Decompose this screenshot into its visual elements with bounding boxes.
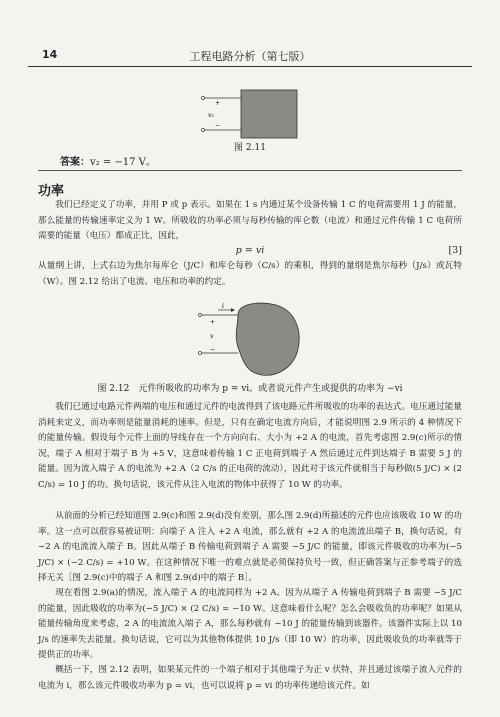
paragraph-6: 概括一下，图 2.12 表明，如果某元件的一个端子相对于其他端子为正 v 伏特，并且通过该端子流入元件的电流为 i，那么该元件吸收功率为 p = vi，也可以说将 p = vi 的功率传递给该元件。如	[38, 665, 462, 691]
figure-2-12-caption: 图 2.12 元件所吸收的功率为 p = vi。或者说元件产生或提供的功率为 −vi	[97, 384, 403, 394]
equation-number: [3]	[448, 245, 462, 256]
figure-2-11-caption: 图 2.11	[234, 143, 266, 153]
element-box	[241, 90, 297, 138]
page-number: 14	[42, 48, 58, 61]
paragraph-4: 从前面的分析已经知道图 2.9(c)和图 2.9(d)没有差别，那么图 2.9(d)所描述的元件也应该吸收 10 W 的功率。这一点可以很容易被证明：向端子 A 注入 +2 A 电流，那么就有 +2 A 的电流流出端子 B，换句话说，有 −2 A 的电流流入端子 B。因此从端子 B 传输电荷到端子 A 需要 −5 J/C 的能量，即该元件吸收的功率为(−5 J/C) × (−2 C/s) = +10 W。在这种情况下唯一的难点就是必须保持负号一致，但正确答案与正参考端子的选择无关［图 2.9(c)中的端子 A 和图 2.9(d)中的端子 B］。	[38, 511, 462, 584]
answer-line	[60, 153, 156, 168]
minus-sign: −	[215, 122, 221, 129]
element-blob	[236, 303, 299, 375]
plus-sign: +	[210, 319, 216, 326]
paragraph-5: 现在看图 2.9(a)的情况，流入端子 A 的电流同样为 +2 A。因为从端子 A 传输电荷到端子 B 需要 −5 J/C 的能量，因此吸收的功率为(−5 J/C) × (2 C/s) = −10 W。这意味着什么呢？怎么会吸收负的功率呢？如果从能量传输角度来考虑，2 A 的电流流入端子 A，那么每秒就有 −10 J 的能量传输到该器件。该器件实际上以 10 J/s 的速率失去能量。换句话说，它可以为其他物体提供 10 J/s（即 10 W）的功率，因此吸收负的功率就等于提供正的功率。	[38, 588, 462, 661]
answer-label: 答案：	[60, 157, 90, 168]
voltage-label: v	[210, 333, 214, 340]
minus-sign: −	[210, 346, 216, 353]
equation-expression: p = vi	[235, 245, 265, 256]
header-rule	[28, 66, 472, 67]
answer-rule	[38, 170, 462, 171]
figure-2-11-diagram	[195, 88, 305, 140]
figure-2-12-diagram	[198, 301, 308, 377]
book-title: 工程电路分析（第七版）	[189, 50, 311, 63]
paragraph-1: 我们已经定义了功率，并用 P 或 p 表示。如果在 1 s 内通过某个设备传输 1 C 的电荷需要用 1 J 的能量，那么能量的传输速率定义为 1 W。所吸收的功率必须与每秒传输的库仑数（电流）和通过元件传输 1 C 电荷所需要的能量（电压）都成正比，因此，	[38, 200, 462, 242]
current-label: i	[222, 303, 224, 310]
voltage-label: v₂	[208, 112, 214, 119]
page-header	[28, 48, 472, 66]
paragraph-2: 从量纲上讲，上式右边为焦尔每库仑（J/C）和库仑每秒（C/s）的乘积，得到的量纲是焦尔每秒（J/s）或瓦特（W）。图 2.12 给出了电流、电压和功率的约定。	[38, 261, 462, 287]
answer-text: v₂ = −17 V。	[90, 157, 156, 168]
section-title: 功率	[38, 184, 65, 199]
paragraph-3: 我们已通过电路元件两端的电压和通过元件的电流得到了该电路元件所吸收的功率的表达式。电压通过能量消耗来定义，而功率则是能量消耗的速率。但是，只有在确定电流方向后，才能说明图 2.9 所示的 4 种情况下的能量传输。假设每个元件上面的导线存在一个方向向右、大小为 +2 A 的电流，首先考虑图 2.9(c)所示的情况，端子 A 相对于端子 B 为 +5 V，这意味着传输 1 C 正电荷到端子 A 然后通过元件到达端子 B 需要 5 J 的能量。因为流入端子 A 的电流为 +2 A（2 C/s 的正电荷的流动），因此对于该元件就相当于每秒做(5 J/C) × (2 C/s) = 10 J 的功。换句话说，该元件从注入电流的物体中获得了 10 W 的功率。	[38, 402, 462, 490]
plus-sign: +	[215, 100, 221, 107]
